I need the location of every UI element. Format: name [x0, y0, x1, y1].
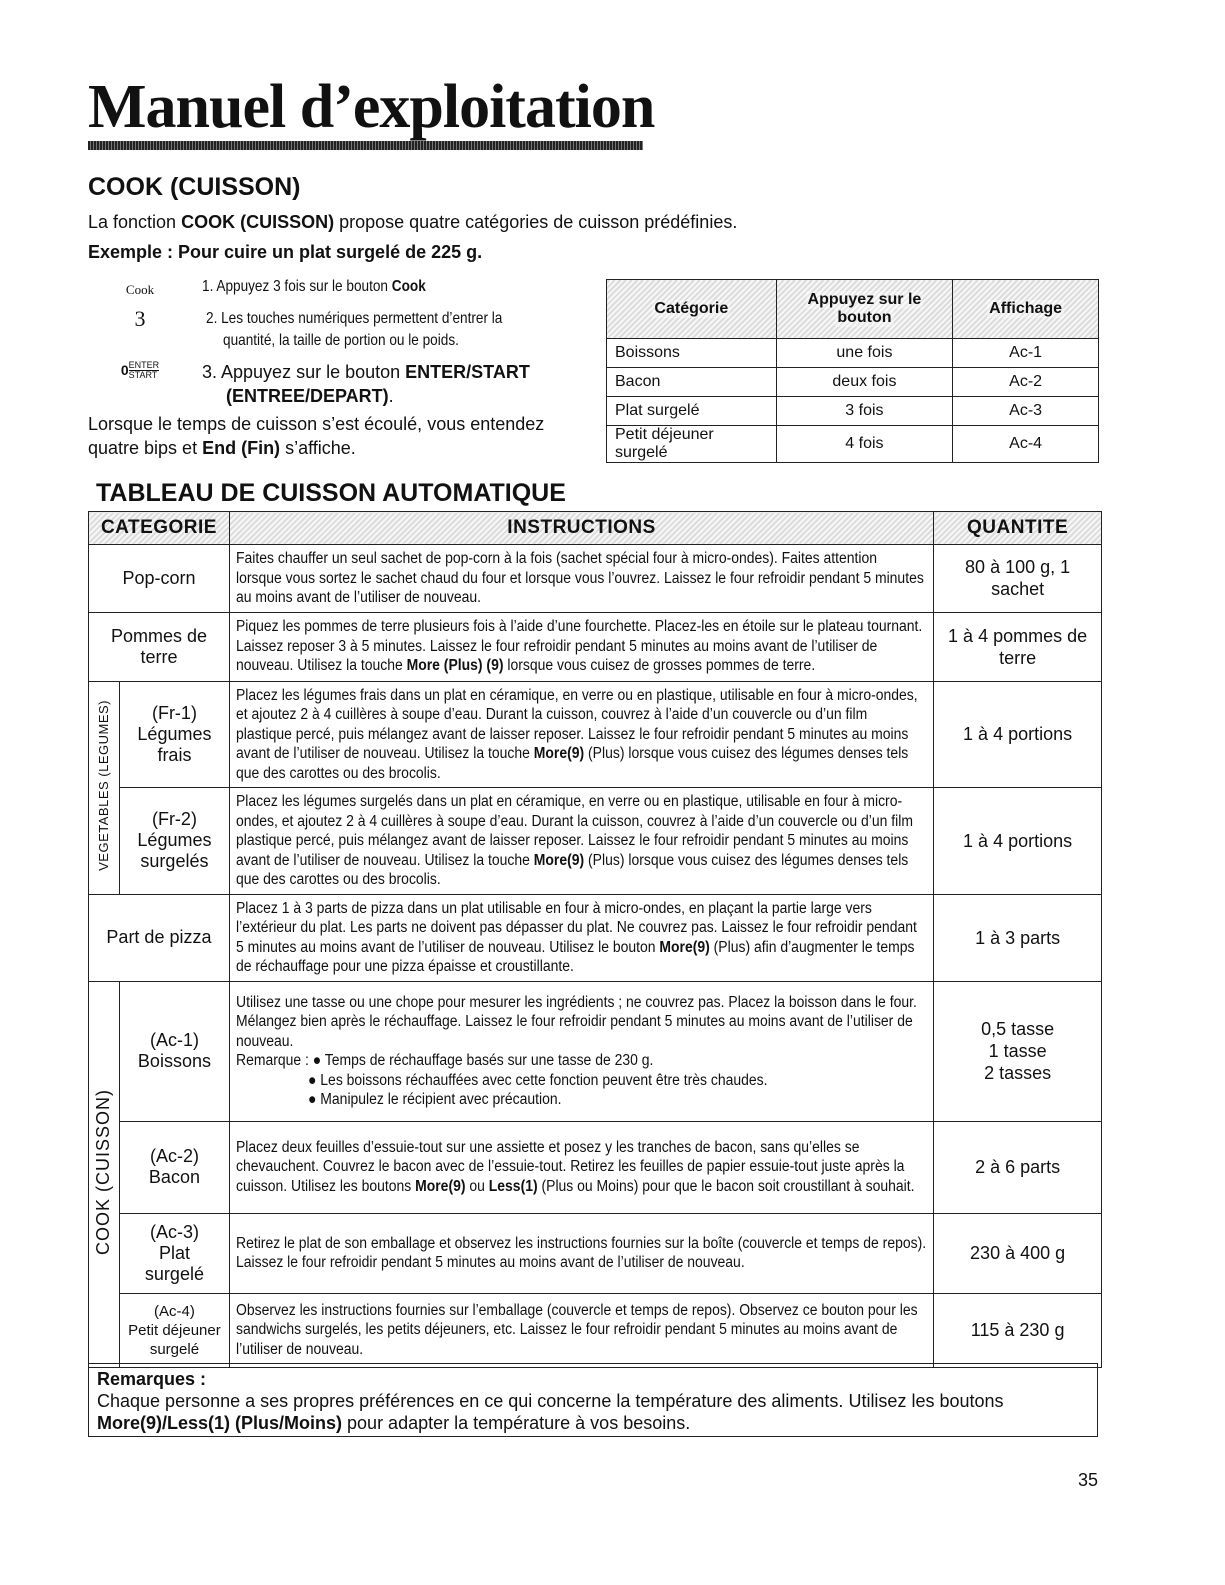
group-vegetables: VEGETABLES (LEGUMES): [89, 681, 120, 894]
instr-fresh-veg: Placez les légumes frais dans un plat en céramique, en verre ou en plastique, utilisable en four à micro-ondes, et ajoutez 2 à 4 cuillères à soupe d’eau. Durant la cuisson, couvrez à l’aide d’un couvercle ou d’un film plastique percé, puis mélangez avant de laisser reposer. Laissez le four refroidir pendant 5 minutes au moins avant de l’utiliser de nouveau. Utilisez la touche More(9) (Plus) lorsque vous cuisez des légumes denses tels que des carottes ou des brocolis.: [229, 681, 933, 788]
qty-frozen-veg: 1 à 4 portions: [934, 788, 1102, 895]
row-press: 3 fois: [776, 397, 953, 426]
table-row: [89, 1121, 1102, 1213]
notes-text: Chaque personne a ses propres préférences en ce qui concerne la température des aliments. Utilisez les boutons More(9)/Less(1) (Plus/Moins) pour adapter la température à vos besoins.: [97, 1391, 1004, 1433]
notes-box: [88, 1363, 1098, 1437]
row-display: Ac-1: [953, 339, 1099, 368]
header-display: Affichage: [953, 280, 1099, 339]
instr-frozen-veg: Placez les légumes surgelés dans un plat en céramique, en verre ou en plastique, utilisable en four à micro-ondes, et ajoutez 2 à 4 cuillères à soupe d’eau. Durant la cuisson, couvrez à l’aide d’un couvercle ou d’un film plastique percé, puis mélangez avant de laisser reposer. Laissez le four refroidir pendant 5 minutes au moins avant de l’utiliser de nouveau. Utilisez la touche More(9) (Plus) lorsque vous cuisez des légumes denses tels que des carottes ou des brocolis.: [229, 788, 933, 895]
table-row: [607, 426, 1099, 463]
qty-pizza: 1 à 3 parts: [934, 894, 1102, 981]
qty-frozen-dinner: 230 à 400 g: [934, 1213, 1102, 1293]
cat-beverage: (Ac-1) Boissons: [119, 981, 229, 1121]
row-category: Boissons: [607, 339, 777, 368]
header-press: Appuyez sur le bouton: [776, 280, 953, 339]
table-row: [89, 788, 1102, 895]
row-display: Ac-2: [953, 368, 1099, 397]
header-category: Catégorie: [607, 280, 777, 339]
instr-popcorn: Faites chauffer un seul sachet de pop-corn à la fois (sachet spécial four à micro-ondes). Faites attention lorsque vous sortez le sachet chaud du four et lorsque vous l’ouvrez. Laissez le four refroidir pendant 5 minutes au moins avant de l’utiliser de nouveau.: [229, 545, 933, 613]
category-table-header: [607, 280, 1099, 339]
cat-bacon: (Ac-2) Bacon: [119, 1121, 229, 1213]
notes-title: Remarques :: [97, 1369, 207, 1389]
instr-pizza: Placez 1 à 3 parts de pizza dans un plat utilisable en four à micro-ondes, en plaçant la partie large vers l’extérieur du plat. Les parts ne doivent pas dépasser du plat. Ne couvrez pas. Laissez le four refroidir pendant 5 minutes au moins avant de l’utiliser de nouveau. Utilisez le bouton More(9) (Plus) afin d’augmenter le temps de réchauffage pour une pizza épaisse et croustillante.: [229, 894, 933, 981]
table-row: [607, 368, 1099, 397]
step-2: 2. Les touches numériques permettent d’entrer la quantité, la taille de portion ou le poids.: [206, 310, 503, 349]
qty-fresh-veg: 1 à 4 portions: [934, 681, 1102, 788]
row-display: Ac-4: [953, 426, 1099, 463]
row-display: Ac-3: [953, 397, 1099, 426]
cat-frozen-dinner: (Ac-3) Plat surgelé: [119, 1213, 229, 1293]
page-title: Manuel d’exploitation: [88, 73, 655, 141]
header-categorie: CATEGORIE: [89, 512, 230, 545]
table-row: [607, 397, 1099, 426]
row-category: Plat surgelé: [607, 397, 777, 426]
title-underline: [88, 141, 643, 150]
row-category: Bacon: [607, 368, 777, 397]
table-row: [89, 981, 1102, 1121]
qty-popcorn: 80 à 100 g, 1 sachet: [934, 545, 1102, 613]
qty-potatoes: 1 à 4 pommes de terre: [934, 612, 1102, 681]
digit-3-key-icon: 3: [134, 306, 146, 331]
instr-bacon: Placez deux feuilles d’essuie-tout sur une assiette et posez y les tranches de bacon, sans qu’elles se chevauchent. Couvrez le bacon avec de l’essuie-tout. Retirez les feuilles de papier essuie-tout juste après la cuisson. Utilisez les boutons More(9) ou Less(1) (Plus ou Moins) pour que le bacon soit croustillant à souhait.: [229, 1121, 933, 1213]
category-table: [606, 279, 1099, 463]
table-row: [89, 894, 1102, 981]
cook-section-title: COOK (CUISSON): [88, 173, 301, 201]
cat-potatoes: Pommes de terre: [89, 612, 230, 681]
cat-popcorn: Pop-corn: [89, 545, 230, 613]
auto-cook-table: [88, 511, 1102, 1368]
cook-key-icon: Cook: [125, 282, 155, 297]
cat-frozen-veg: (Fr-2) Légumes surgelés: [119, 788, 229, 895]
table-row: [89, 545, 1102, 613]
cat-fresh-veg: (Fr-1) Légumes frais: [119, 681, 229, 788]
step-3: 3. Appuyez sur le bouton ENTER/START (ENTREE/DEPART).: [202, 362, 530, 406]
cook-example: Exemple : Pour cuire un plat surgelé de 225 g.: [88, 242, 483, 262]
row-category: Petit déjeuner surgelé: [607, 426, 777, 463]
row-press: deux fois: [776, 368, 953, 397]
table-row: [89, 612, 1102, 681]
step-1: 1. Appuyez 3 fois sur le bouton Cook: [202, 278, 426, 295]
qty-frozen-breakfast: 115 à 230 g: [934, 1293, 1102, 1367]
cook-finish-text: Lorsque le temps de cuisson s’est écoulé, vous entendez quatre bips et End (Fin) s’affiche.: [88, 414, 545, 458]
instr-frozen-dinner: Retirez le plat de son emballage et observez les instructions fournies sur la boîte (couvercle et temps de repos). Laissez le four refroidir pendant 5 minutes au moins avant de l’utiliser de nouveau.: [229, 1213, 933, 1293]
cook-intro: La fonction COOK (CUISSON) propose quatre catégories de cuisson prédéfinies.: [88, 212, 738, 232]
table-row: [607, 339, 1099, 368]
cat-pizza: Part de pizza: [89, 894, 230, 981]
group-cook: COOK (CUISSON): [89, 981, 120, 1367]
table-row: [89, 681, 1102, 788]
enter-start-key-icon: 0 ENTER START: [120, 360, 160, 380]
instr-frozen-breakfast: Observez les instructions fournies sur l’emballage (couvercle et temps de repos). Observez ce bouton pour les sandwichs surgelés, les petits déjeuners, etc. Laissez le four refroidir pendant 5 minutes au moins avant de l’utiliser de nouveau.: [229, 1293, 933, 1367]
row-press: une fois: [776, 339, 953, 368]
row-press: 4 fois: [776, 426, 953, 463]
page-number: 35: [1078, 1470, 1099, 1490]
qty-bacon: 2 à 6 parts: [934, 1121, 1102, 1213]
qty-beverage: 0,5 tasse 1 tasse 2 tasses: [934, 981, 1102, 1121]
auto-section-title: TABLEAU DE CUISSON AUTOMATIQUE: [96, 479, 566, 507]
cat-frozen-breakfast: (Ac-4) Petit déjeuner surgelé: [119, 1293, 229, 1367]
table-row: [89, 1293, 1102, 1367]
instr-beverage: Utilisez une tasse ou une chope pour mesurer les ingrédients ; ne couvrez pas. Placez la boisson dans le four. Mélangez bien après le réchauffage. Laissez le four refroidir pendant 5 minutes au moins avant de l’utiliser de nouveau. Remarque : ● Temps de réchauffage basés sur une tasse de 230 g. ● Les boissons réchauffées avec cette fonction peuvent être très chaudes. ● Manipulez le récipient avec précaution.: [229, 981, 933, 1121]
header-instructions: INSTRUCTIONS: [229, 512, 933, 545]
instr-potatoes: Piquez les pommes de terre plusieurs fois à l’aide d’une fourchette. Placez-les en étoile sur le plateau tournant. Laissez reposer 3 à 5 minutes. Laissez le four refroidir pendant 5 minutes au moins avant de l’utiliser de nouveau. Utilisez la touche More (Plus) (9) lorsque vous cuisez de grosses pommes de terre.: [229, 612, 933, 681]
auto-table-header: [89, 512, 1102, 545]
header-quantite: QUANTITE: [934, 512, 1102, 545]
table-row: [89, 1213, 1102, 1293]
